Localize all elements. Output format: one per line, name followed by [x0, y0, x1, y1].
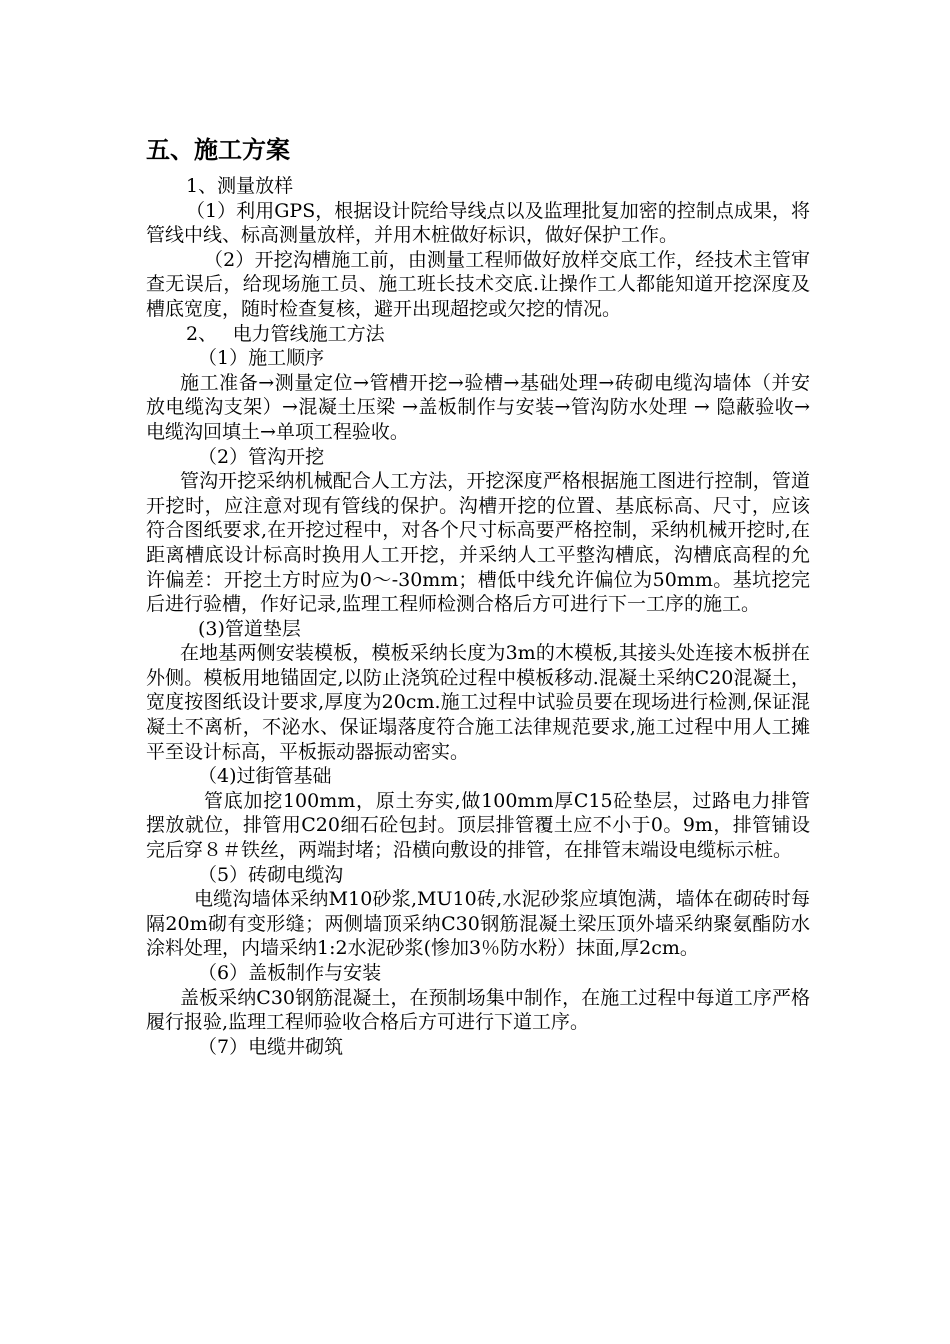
subheading-street-crossing-foundation: （4)过街管基础 — [198, 765, 332, 788]
subheading-pipe-bedding: (3)管道垫层 — [198, 617, 301, 640]
subheading-brick-cable-trench: （5）砖砌电缆沟 — [198, 863, 344, 886]
paragraph-pipe-bedding: 在地基两侧安装模板，模板采纳长度为3m的木模板,其接头处连接木板拼在外侧。模板用地锚固定,以防止浇筑砼过程中模板移动.混凝土采纳C20混凝土，宽度按图纸设计要求,厚度为20cm.施工过程中试验员要在现场进行检测,保证混凝土不离析，不泌水、保证塌落度符合施工法律规范要求,施工过程中用人工摊平至设计标高，平板振动器振动密实。 — [146, 642, 810, 763]
paragraph-survey-1: （1）利用GPS，根据设计院给导线点以及监理批复加密的控制点成果，将管线中线、标高测量放样，并用木桩做好标识，做好保护工作。 — [146, 199, 810, 247]
heading-survey: 1、测量放样 — [186, 175, 294, 197]
paragraph-brick-cable-trench: 电缆沟墙体采纳M10砂浆,MU10砖,水泥砂浆应填饱满，墙体在砌砖时每隔20m砌有变形缝；两侧墙顶采纳C30钢筋混凝土梁压顶外墙采纳聚氨酯防水涂料处理，内墙采纳1:2水泥砂浆(惨加3％防水粉）抹面,厚2cm。 — [146, 888, 810, 960]
heading-power-line-method: 2、 电力管线施工方法 — [186, 322, 385, 345]
subheading-trench-excavation: （2）管沟开挖 — [198, 445, 325, 468]
document-body — [146, 174, 810, 1059]
subheading-cover-plate: （6）盖板制作与安装 — [198, 962, 382, 984]
paragraph-cover-plate: 盖板采纳C30钢筋混凝土，在预制场集中制作，在施工过程中每道工序严格履行报验,监理工程师验收合格后方可进行下道工序。 — [146, 986, 810, 1034]
section-title: 五、施工方案 — [146, 136, 290, 164]
paragraph-construction-sequence: 施工准备→测量定位→管槽开挖→验槽→基础处理→砖砌电缆沟墙体（并安放电缆沟支架）→混凝土压梁 →盖板制作与安装→管沟防水处理 → 隐蔽验收→电缆沟回填土→单项工程验收。 — [146, 371, 810, 443]
paragraph-trench-excavation: 管沟开挖采纳机械配合人工方法，开挖深度严格根据施工图进行控制，管道开挖时，应注意对现有管线的保护。沟槽开挖的位置、基底标高、尺寸，应该符合图纸要求,在开挖过程中，对各个尺寸标高要严格控制，采纳机械开挖时,在距离槽底设计标高时换用人工开挖，并采纳人工平整沟槽底，沟槽底高程的允许偏差：开挖土方时应为0～-30mm；槽低中线允许偏位为50mm。基坑挖完后进行验槽，作好记录,监理工程师检测合格后方可进行下一工序的施工。 — [146, 470, 810, 616]
paragraph-survey-2: （2）开挖沟槽施工前，由测量工程师做好放样交底工作，经技术主管审查无误后，给现场施工员、施工班长技术交底.让操作工人都能知道开挖深度及槽底宽度，随时检查复核，避开出现超挖或欠挖的情况。 — [146, 248, 810, 320]
subheading-cable-well: （7）电缆井砌筑 — [198, 1035, 344, 1058]
paragraph-street-crossing-foundation: 管底加挖100mm，原土夯实,做100mm厚C15砼垫层，过路电力排管摆放就位，排管用C20细石砼包封。顶层排管覆土应不小于0。9m，排管铺设完后穿８＃铁丝，两端封堵；沿横向敷设的排管，在排管末端设电缆标示桩。 — [146, 789, 810, 862]
subheading-construction-sequence: （1）施工顺序 — [198, 347, 325, 370]
